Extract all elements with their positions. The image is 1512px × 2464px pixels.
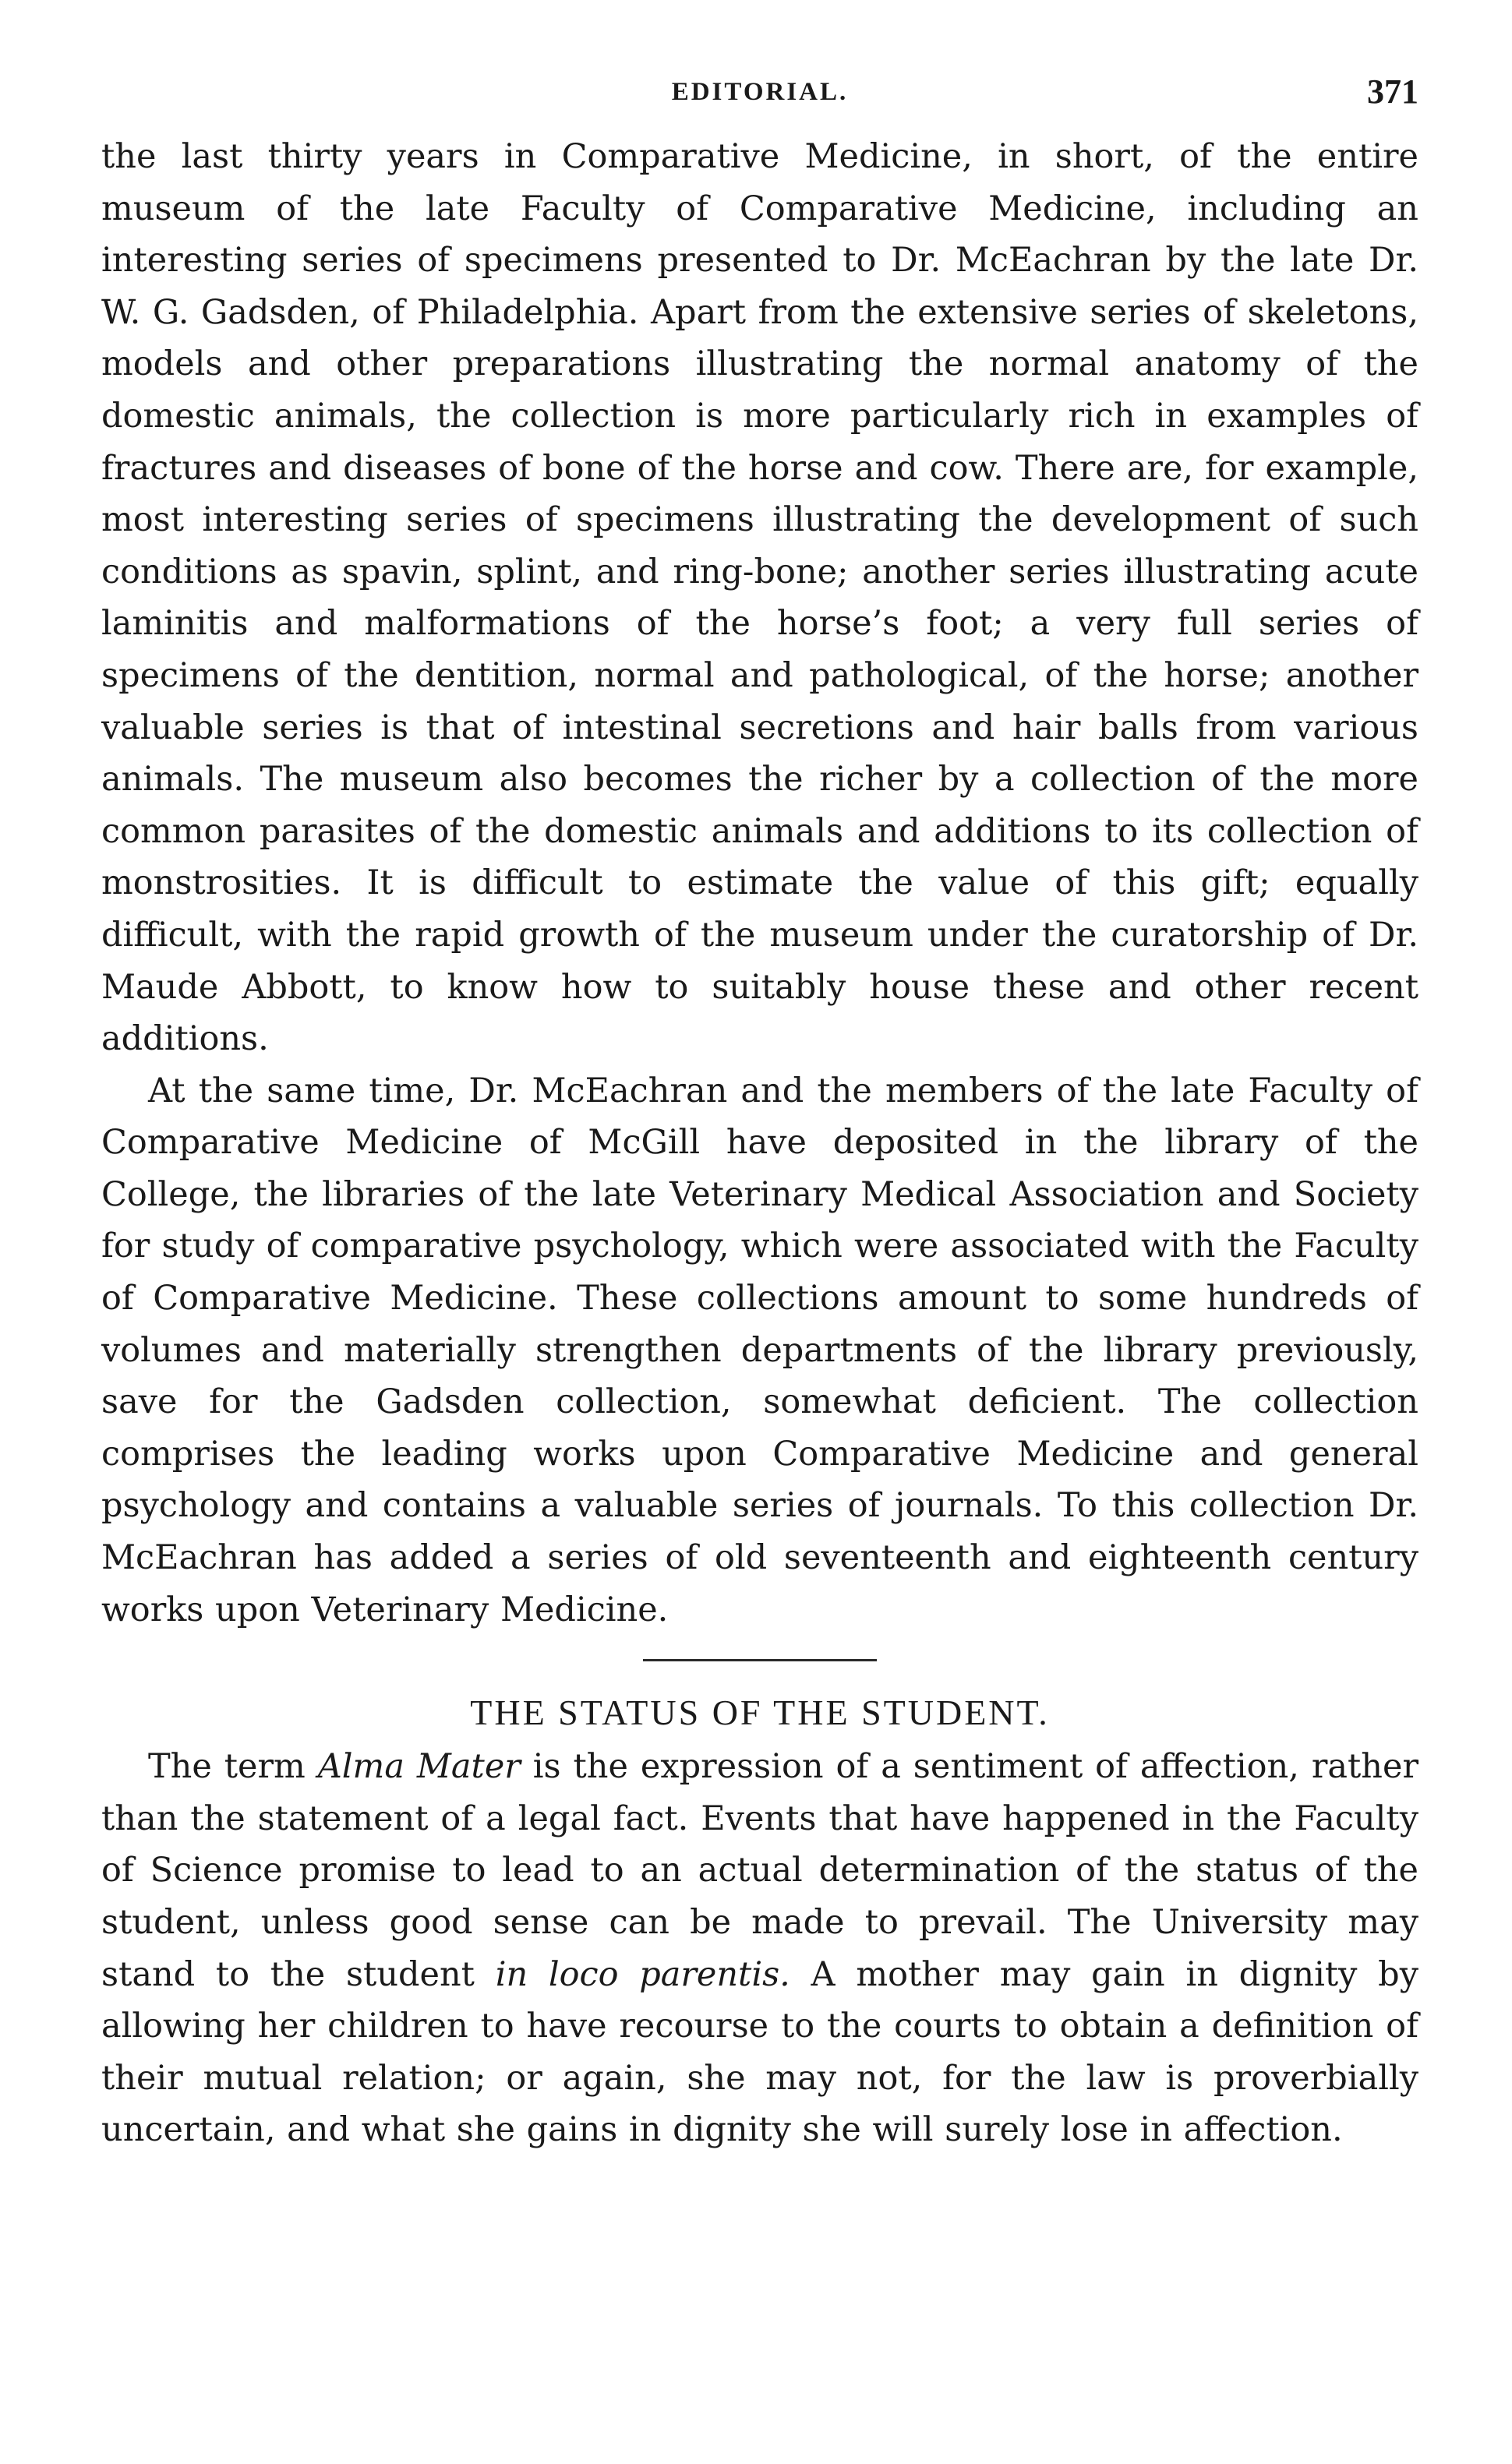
paragraph-library-deposit: At the same time, Dr. McEachran and the members of the late Faculty of Comparative Medicine of McGill have deposited in the library of the College, the libraries of the late Veterinary Medical Association and Society for study of comparative psychology, which were associated with the Faculty of Comparative Medicine. These collections amount to some hundreds of volumes and materially strengthen departments of the library previously, save for the Gadsden collection, somewhat deficient. The collection comprises the leading works upon Comparative Medicine and general psychology and contains a valuable series of journals. To this collection Dr. McEachran has added a series of old seventeenth and eighteenth century works upon Veterinary Medicine.: [101, 1071, 1418, 1629]
page: [101, 72, 1418, 2156]
text-run: is the expression of a sentiment of affection, rather than the statement of a legal fact. Events that have happened in the Faculty of Science promise to lead to an actual determination of the status of the student, unless good sense can be made to prevail. The University may stand to the student: [101, 1747, 1418, 1994]
section-divider: [643, 1659, 877, 1661]
italic-in-loco-parentis: in loco parentis.: [495, 1954, 790, 1994]
paragraph-student-status: [101, 1741, 1418, 2156]
text-run: A mother may gain in dignity by allowing her children to have recourse to the courts to obtain a definition of their mutual relation; or again, she may not, for the law is proverbially uncertain, and what she gains in dignity she will surely lose in affection.: [101, 1954, 1418, 2150]
italic-alma-mater: Alma Mater: [317, 1747, 521, 1787]
text-run: The term: [148, 1747, 318, 1787]
running-header: [101, 72, 1418, 126]
paragraph-museum-collection: the last thirty years in Comparative Medicine, in short, of the entire museum of the late Faculty of Comparative Medicine, including an interesting series of specimens presented to Dr. McEachran by the late Dr. W. G. Gadsden, of Philadelphia. Apart from the extensive series of skeletons, models and other preparations illustrating the normal anatomy of the domestic animals, the collection is more particularly rich in examples of fractures and diseases of bone of the horse and cow. There are, for example, most interesting series of specimens illustrating the development of such conditions as spavin, splint, and ring-bone; another series illustrating acute laminitis and malformations of the horse’s foot; a very full series of specimens of the dentition, normal and pathological, of the horse; another valuable series is that of intestinal secretions and hair balls from various animals. The museum also becomes the richer by a collection of the more common parasites of the domestic animals and additions to its collection of monstrosities. It is difficult to estimate the value of this gift; equally difficult, with the rapid growth of the museum under the curatorship of Dr. Maude Abbott, to know how to suitably house these and other recent additions.: [101, 137, 1418, 1059]
page-number: 371: [1367, 72, 1418, 111]
running-title: EDITORIAL.: [671, 78, 849, 106]
section-heading: THE STATUS OF THE STUDENT.: [470, 1693, 1050, 1733]
